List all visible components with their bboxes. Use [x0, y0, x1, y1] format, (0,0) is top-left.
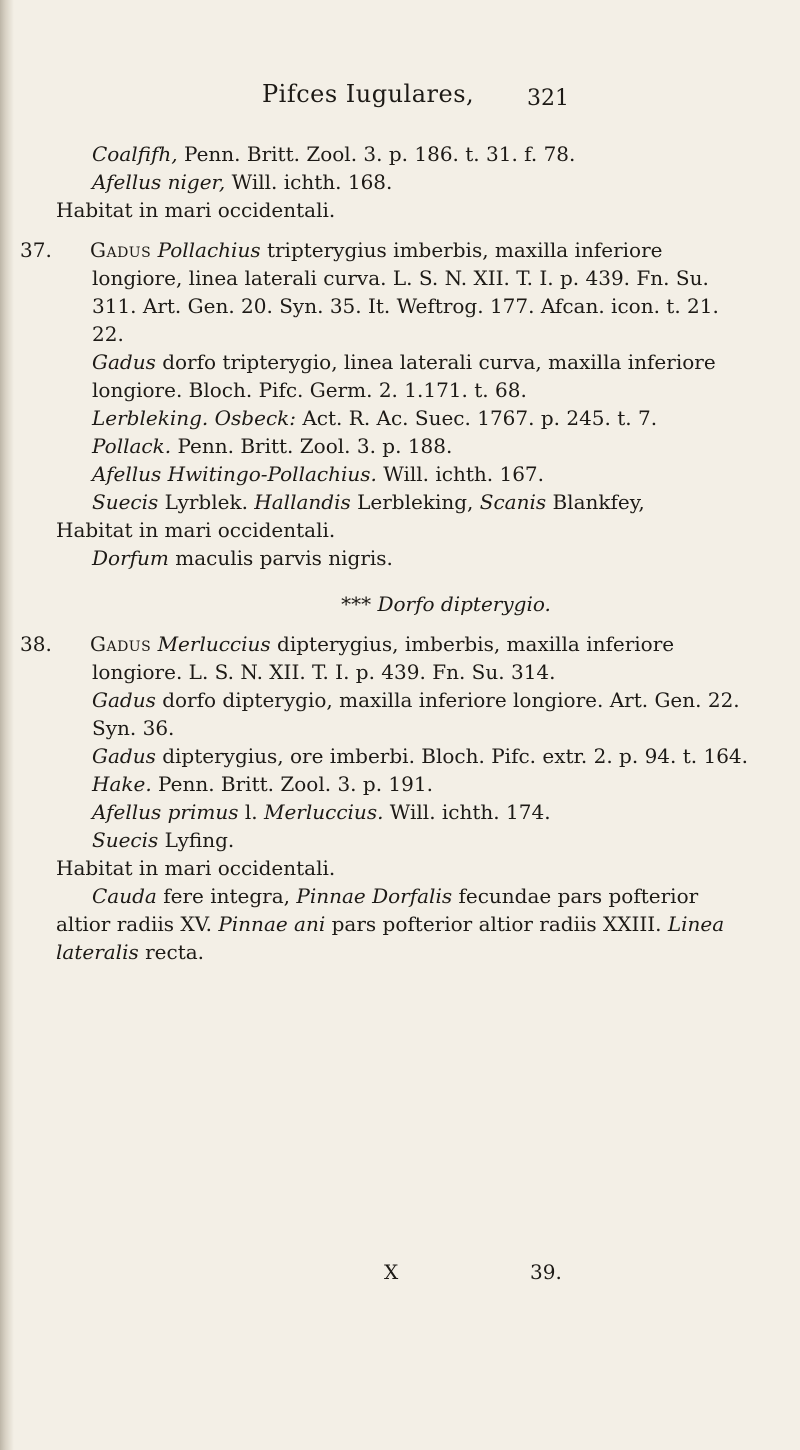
habitat-line: Habitat in mari occidentali. — [56, 518, 336, 542]
vernacular-names: Suecis Lyrblek. Hallandis Lerbleking, Scanis Blankfey, — [92, 490, 645, 514]
page-number: 321 — [527, 86, 569, 111]
page-binding-edge — [0, 0, 14, 1450]
synonym-line: Hake. Penn. Britt. Zool. 3. p. 191. — [92, 772, 433, 796]
synonym-line: Gadus dorfo tripterygio, linea laterali curva, maxilla inferiore longiore. Bloch. Pifc. Germ. 2. 1.171. t. 68. — [92, 350, 716, 402]
entry-38 — [20, 630, 756, 966]
synonym-line: Gadus dorfo dipterygio, maxilla inferiore longiore. Art. Gen. 22. Syn. 36. — [92, 688, 740, 740]
synonym-line: Pollack. Penn. Britt. Zool. 3. p. 188. — [92, 434, 453, 458]
synonym-line: Afellus primus l. Merluccius. Will. ichth. 174. — [92, 800, 551, 824]
species-diagnosis: 38. Gadus Merluccius dipterygius, imberbis, maxilla inferiore longiore. L. S. N. XII. T. I. p. 439. Fn. Su. 314. — [20, 632, 675, 684]
synonym-line: Lerbleking. Osbeck: Act. R. Ac. Suec. 1767. p. 245. t. 7. — [92, 406, 658, 430]
page-header — [0, 80, 800, 120]
synonym-line: Coalfifh, Penn. Britt. Zool. 3. p. 186. t. 31. f. 78. — [92, 142, 576, 166]
page-body — [20, 140, 756, 966]
synonym-line: Gadus dipterygius, ore imberbi. Bloch. Pifc. extr. 2. p. 94. t. 164. — [92, 744, 749, 768]
catchword: 39. — [530, 1260, 562, 1284]
synonym-line: Afellus niger, Will. ichth. 168. — [92, 170, 393, 194]
page-footer — [0, 1260, 800, 1290]
habitat-line: Habitat in mari occidentali. — [56, 856, 336, 880]
running-title: Pifces Iugulares, — [262, 80, 475, 108]
habitat-line: Habitat in mari occidentali. — [56, 198, 336, 222]
vernacular-names: Suecis Lyfing. — [92, 828, 235, 852]
species-diagnosis: 37. Gadus Pollachius tripterygius imberbis, maxilla inferiore longiore, linea laterali curva. L. S. N. XII. T. I. p. 439. Fn. Su. 311. Art. Gen. 20. Syn. 35. It. Weftrog. 177. Afcan. icon. t. 21. 22. — [20, 238, 719, 346]
entry-coalfish — [56, 140, 756, 224]
description-line: Dorfum maculis parvis nigris. — [92, 546, 393, 570]
signature-mark: X — [384, 1260, 399, 1284]
description-paragraph: Cauda fere integra, Pinnae Dorfalis fecundae pars pofterior altior radiis XV. Pinnae ani pars pofterior altior radiis XXIII. Linea lateralis recta. — [56, 884, 725, 964]
section-heading: *** Dorfo dipterygio. — [341, 592, 551, 616]
entry-37 — [20, 236, 756, 572]
synonym-line: Afellus Hwitingo-Pollachius. Will. ichth. 167. — [92, 462, 544, 486]
